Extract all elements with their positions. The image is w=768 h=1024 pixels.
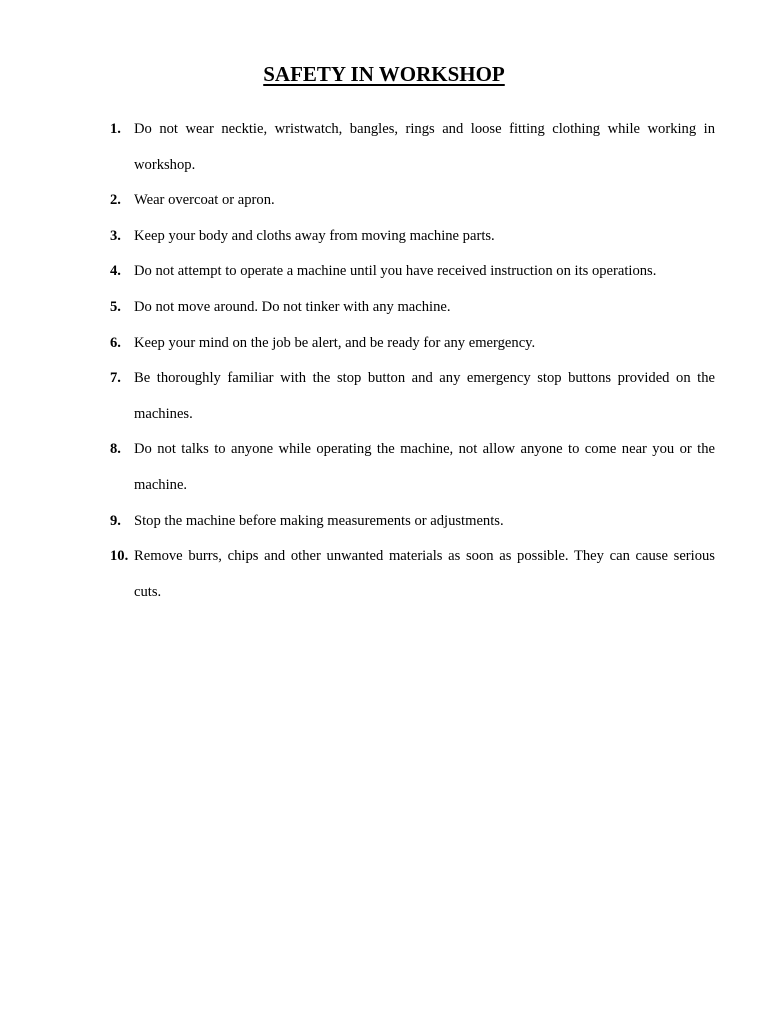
- list-item: [110, 539, 715, 610]
- list-item-text: Stop the machine before making measurements or adjustments.: [134, 512, 504, 529]
- safety-rules-list: [110, 112, 715, 610]
- list-item-number: 10.: [110, 548, 129, 565]
- list-item-number: 3.: [110, 227, 121, 244]
- list-item-text: Keep your mind on the job be alert, and be ready for any emergency.: [134, 334, 536, 351]
- list-item-number: 1.: [110, 121, 121, 137]
- list-item-text: Keep your body and cloths away from moving machine parts.: [134, 227, 495, 244]
- list-item-text: Do not wear necktie, wristwatch, bangles, rings and loose fitting clothing while working in workshop.: [134, 121, 715, 173]
- list-item-text: Be thoroughly familiar with the stop button and any emergency stop buttons provided on the machines.: [134, 370, 715, 422]
- page-title: [0, 62, 768, 87]
- page-title-text: SAFETY IN WORKSHOP: [263, 62, 505, 86]
- list-item-number: 4.: [110, 263, 121, 280]
- list-item-number: 5.: [110, 298, 121, 315]
- list-item-number: 8.: [110, 441, 121, 458]
- list-item: [110, 183, 715, 219]
- list-item: [110, 219, 715, 255]
- list-item: [110, 361, 715, 432]
- list-item: [110, 112, 715, 183]
- list-item-text: Wear overcoat or apron.: [134, 192, 275, 209]
- list-item: [110, 432, 715, 503]
- list-item-number: 2.: [110, 192, 121, 209]
- list-item: [110, 254, 715, 290]
- list-item-number: 9.: [110, 512, 121, 529]
- list-item-text: Do not talks to anyone while operating the machine, not allow anyone to come near you or the machine.: [134, 441, 715, 493]
- list-item-text: Do not move around. Do not tinker with any machine.: [134, 298, 451, 315]
- list-item-number: 6.: [110, 334, 121, 351]
- list-item: [110, 326, 715, 362]
- list-item-text: Remove burrs, chips and other unwanted materials as soon as possible. They can cause serious cuts.: [134, 548, 715, 600]
- list-item-number: 7.: [110, 370, 121, 387]
- list-item-text: Do not attempt to operate a machine until you have received instruction on its operations.: [134, 263, 657, 280]
- list-item: [110, 290, 715, 326]
- list-item: [110, 504, 715, 540]
